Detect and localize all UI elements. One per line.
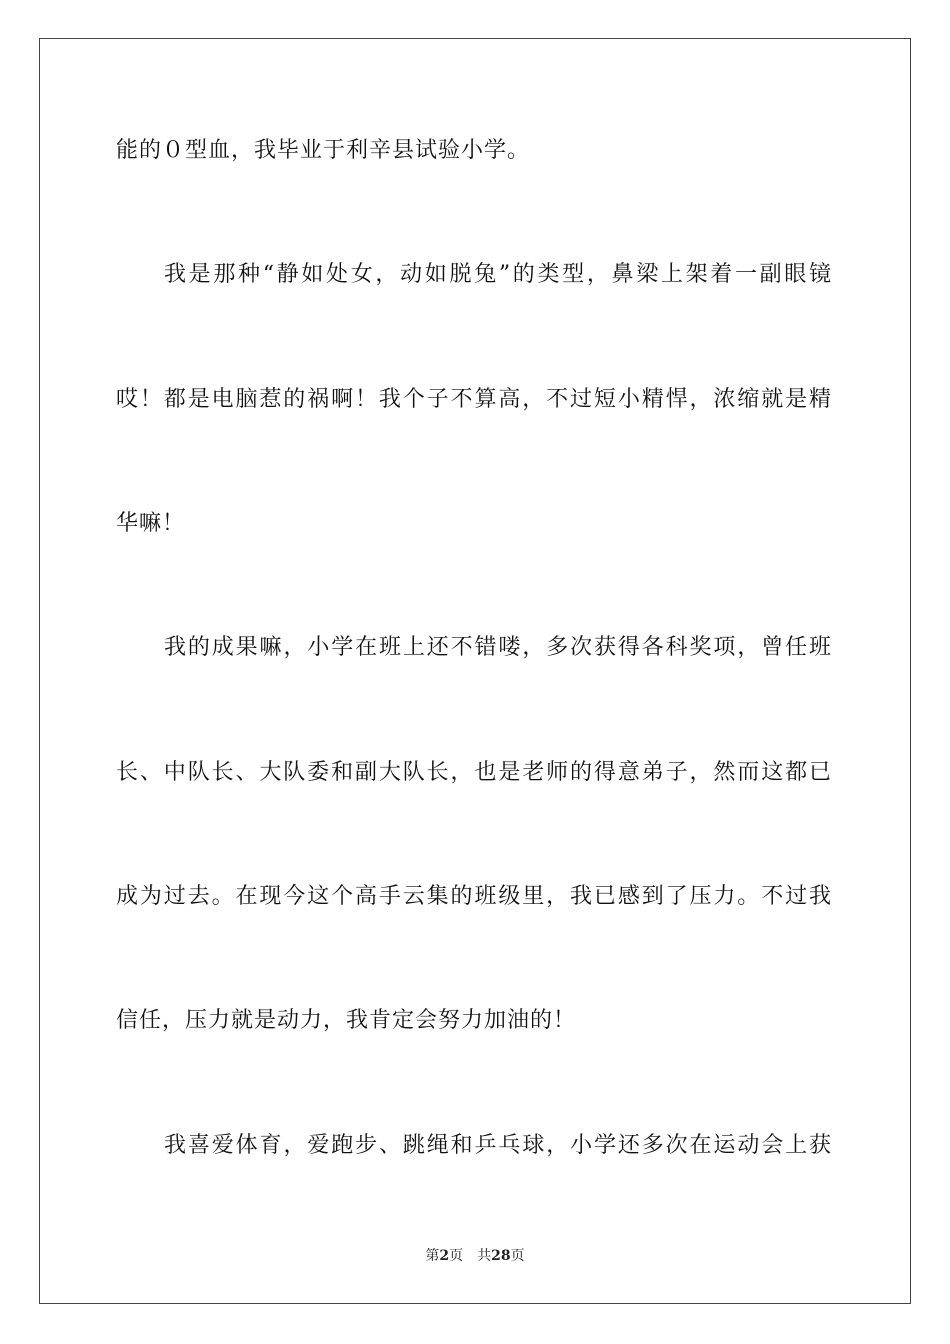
text-line: 我喜爱体育，爱跑步、跳绳和乒乓球，小学还多次在运动会上获	[164, 1133, 832, 1158]
text-line: 华嘛！	[116, 511, 186, 536]
text-line: 长、中队长、大队委和副大队长，也是老师的得意弟子，然而这都已	[116, 760, 832, 785]
text-line: 我是那种“静如处女，动如脱兔”的类型，鼻梁上架着一副眼镜	[164, 262, 832, 287]
total-prefix: 共	[477, 1248, 492, 1264]
text-line: 信任，压力就是动力，我肯定会努力加油的！	[116, 1008, 577, 1033]
text-line: 能的０型血，我毕业于利辛县试验小学。	[116, 138, 531, 163]
text-line: 成为过去。在现今这个高手云集的班级里，我已感到了压力。不过我	[116, 884, 832, 909]
page-border	[39, 38, 911, 1304]
total-suffix: 页	[510, 1248, 525, 1264]
page-number: 2	[439, 1248, 450, 1264]
total-pages: 28	[491, 1248, 511, 1264]
page-suffix: 页	[449, 1248, 464, 1264]
page-footer	[0, 1247, 950, 1265]
text-line: 我的成果嘛，小学在班上还不错喽，多次获得各科奖项，曾任班	[164, 635, 832, 660]
text-line: 哎！都是电脑惹的祸啊！我个子不算高，不过短小精悍，浓缩就是精	[116, 387, 832, 412]
page-prefix: 第	[425, 1248, 440, 1264]
